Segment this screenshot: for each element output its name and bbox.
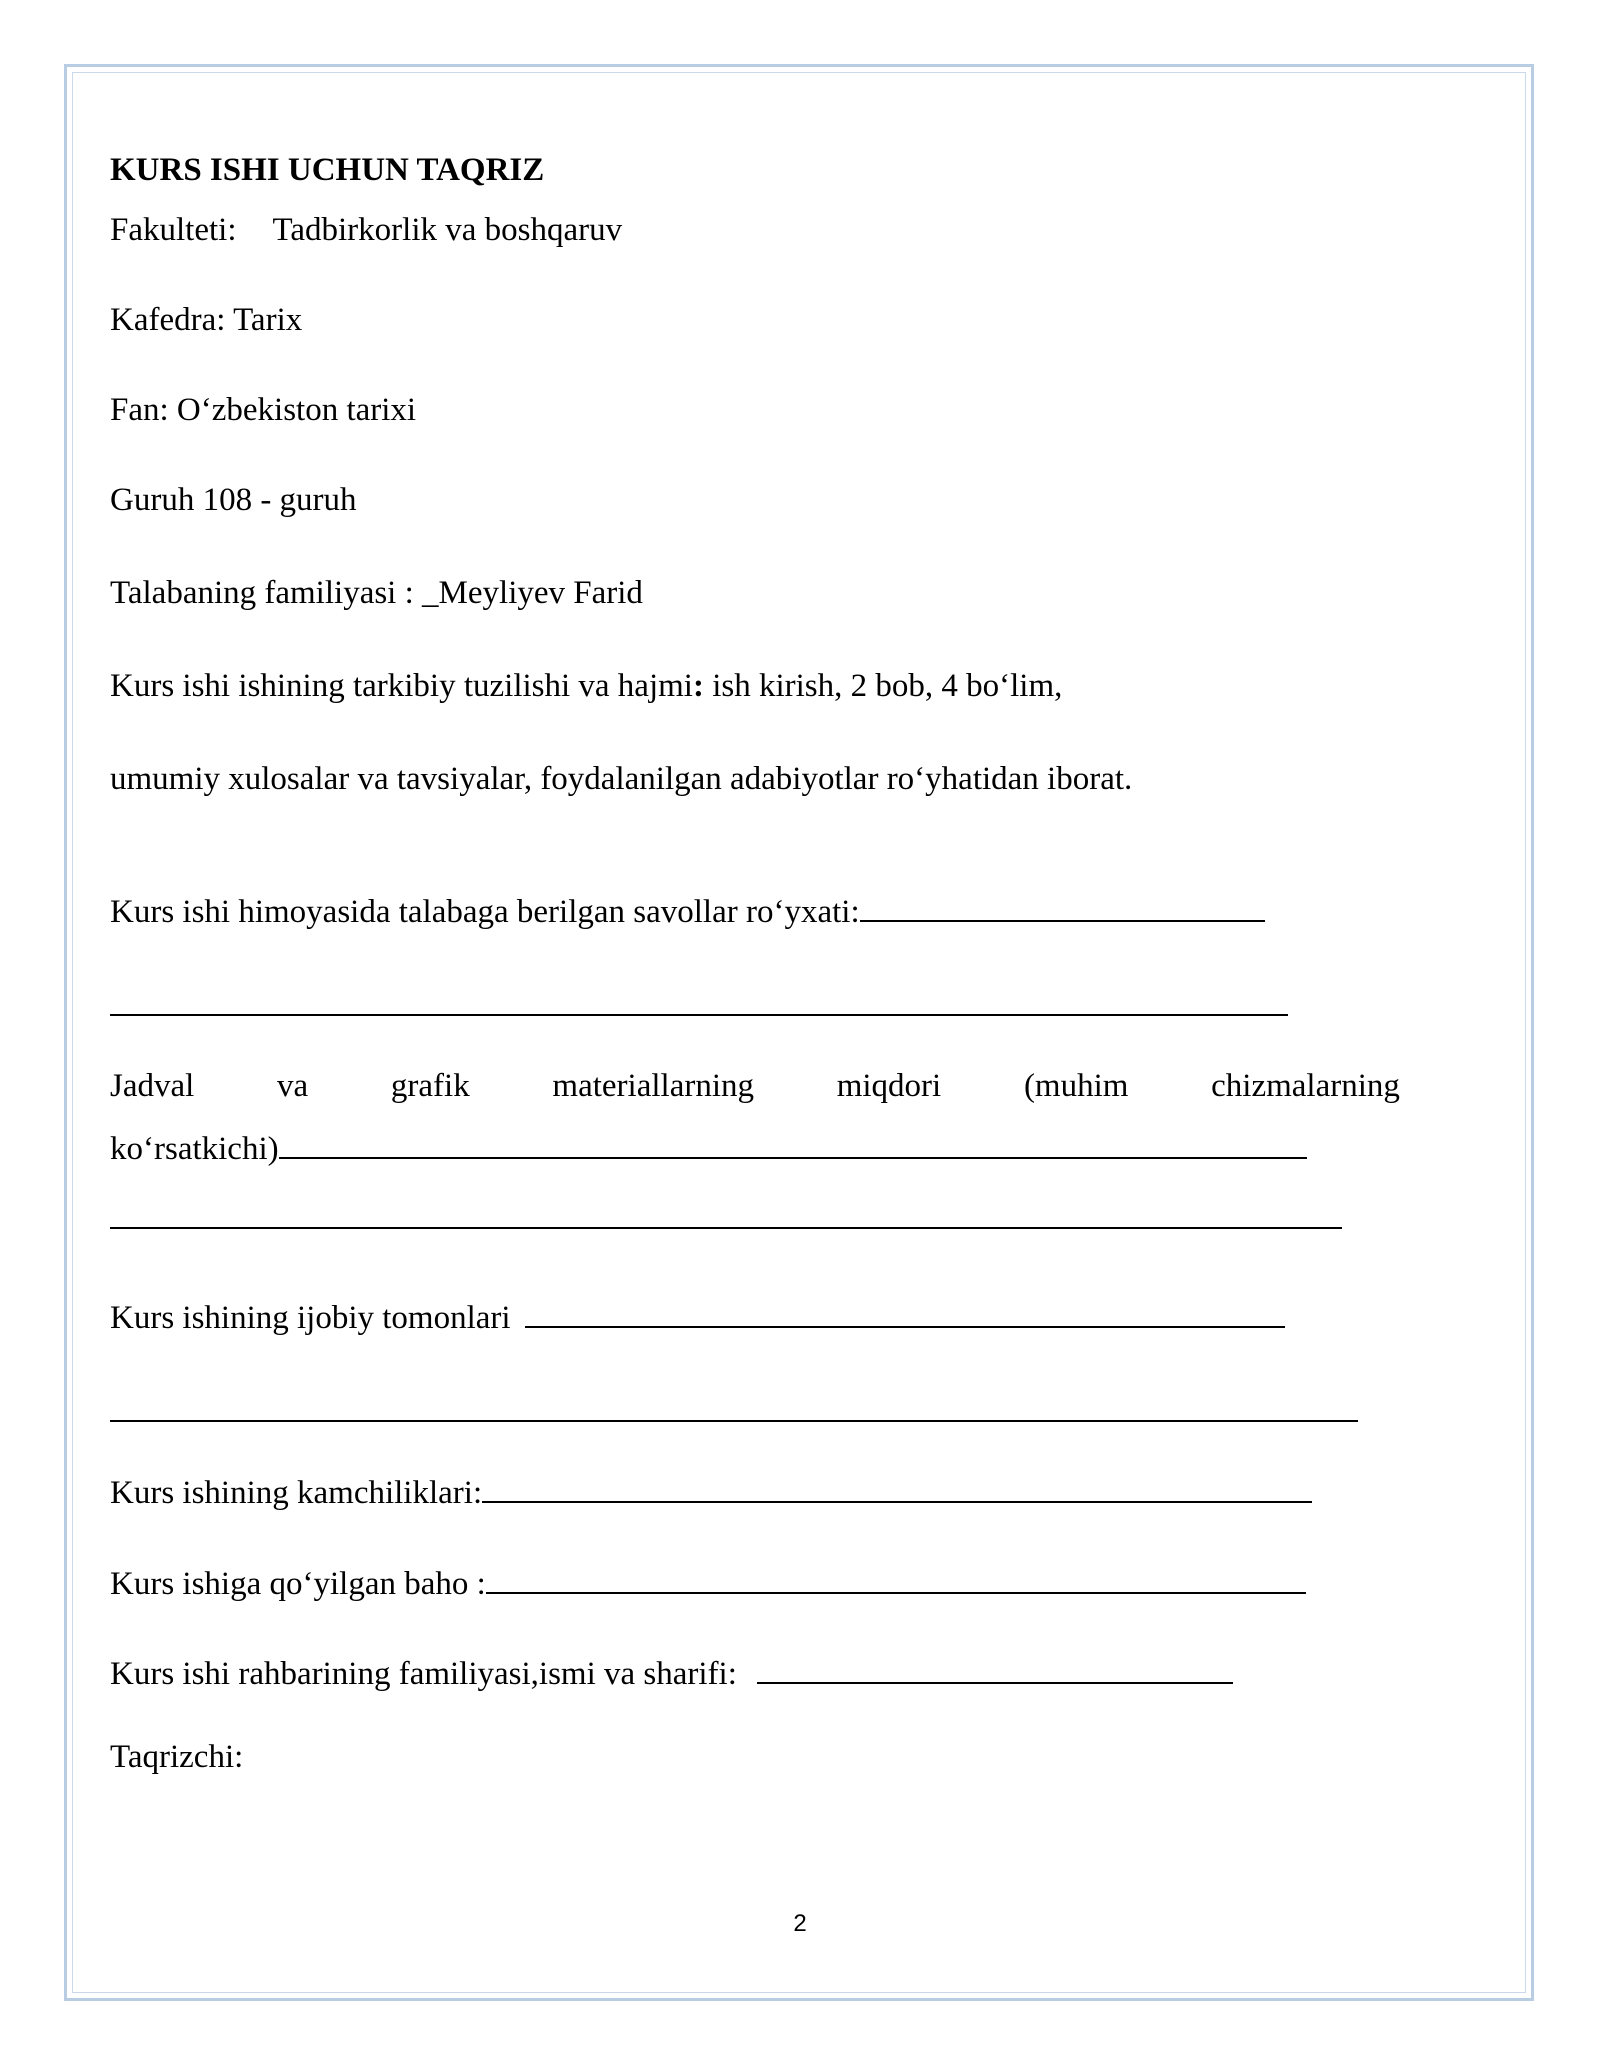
faculty-value: Tadbirkorlik va boshqaruv (272, 212, 623, 248)
structure-line-2: umumiy xulosalar va tavsiyalar, foydalanilgan adabiyotlar ro‘yhatidan iborat. (110, 761, 1133, 797)
positive-label: Kurs ishining ijobiy tomonlari (110, 1300, 511, 1336)
supervisor-line (110, 1652, 1233, 1694)
tables-word-5: miqdori (836, 1068, 942, 1104)
grade-label: Kurs ishiga qo‘yilgan baho : (110, 1566, 486, 1602)
student-line (110, 573, 643, 613)
tables-word-7: chizmalarning (1211, 1068, 1400, 1104)
questions-label: Kurs ishi himoyasida talabaga berilgan savollar ro‘yxati: (110, 894, 860, 930)
page-number: 2 (793, 1910, 807, 1937)
page-frame-inner (72, 72, 1526, 1993)
tables-blank-line-2[interactable] (110, 1227, 1342, 1229)
grade-line (110, 1562, 1306, 1604)
questions-blank-line-2[interactable] (110, 1014, 1288, 1016)
tables-label-end: ko‘rsatkichi) (110, 1131, 279, 1167)
tables-word-4: materiallarning (552, 1068, 754, 1104)
grade-blank[interactable] (486, 1562, 1306, 1594)
shortcomings-blank[interactable] (482, 1471, 1312, 1503)
structure-line (110, 666, 1062, 706)
tables-line-2 (110, 1127, 1307, 1169)
positive-line (110, 1296, 1285, 1338)
tables-word-1: Jadval (110, 1068, 195, 1104)
document-title: KURS ISHI UCHUN TAQRIZ (110, 152, 545, 188)
tables-blank[interactable] (279, 1127, 1307, 1159)
structure-label: Kurs ishi ishining tarkibiy tuzilishi va hajmi (110, 668, 693, 704)
tables-line (110, 1066, 1400, 1106)
group-line: Guruh 108 - guruh (110, 482, 357, 518)
supervisor-label: Kurs ishi rahbarining familiyasi,ismi va sharifi: (110, 1656, 737, 1692)
questions-blank[interactable] (860, 890, 1265, 922)
tables-word-3: grafik (390, 1068, 470, 1104)
shortcomings-label: Kurs ishining kamchiliklari: (110, 1475, 483, 1511)
faculty-line (110, 210, 622, 250)
structure-value: ish kirish, 2 bob, 4 bo‘lim, (703, 668, 1063, 704)
supervisor-blank[interactable] (757, 1652, 1233, 1684)
positive-blank[interactable] (525, 1296, 1285, 1328)
department-line: Kafedra: Tarix (110, 302, 303, 338)
student-name: _Meyliyev Farid (422, 575, 643, 611)
questions-line (110, 890, 1265, 932)
positive-blank-line-2[interactable] (110, 1420, 1358, 1422)
tables-word-2: va (277, 1068, 309, 1104)
structure-colon: : (692, 668, 704, 704)
reviewer-line: Taqrizchi: (110, 1739, 244, 1775)
faculty-label: Fakulteti: (110, 212, 237, 248)
tables-word-6: (muhim (1023, 1068, 1129, 1104)
subject-line: Fan: O‘zbekiston tarixi (110, 392, 417, 428)
shortcomings-line (110, 1471, 1312, 1513)
student-label: Talabaning familiyasi : (110, 575, 423, 611)
